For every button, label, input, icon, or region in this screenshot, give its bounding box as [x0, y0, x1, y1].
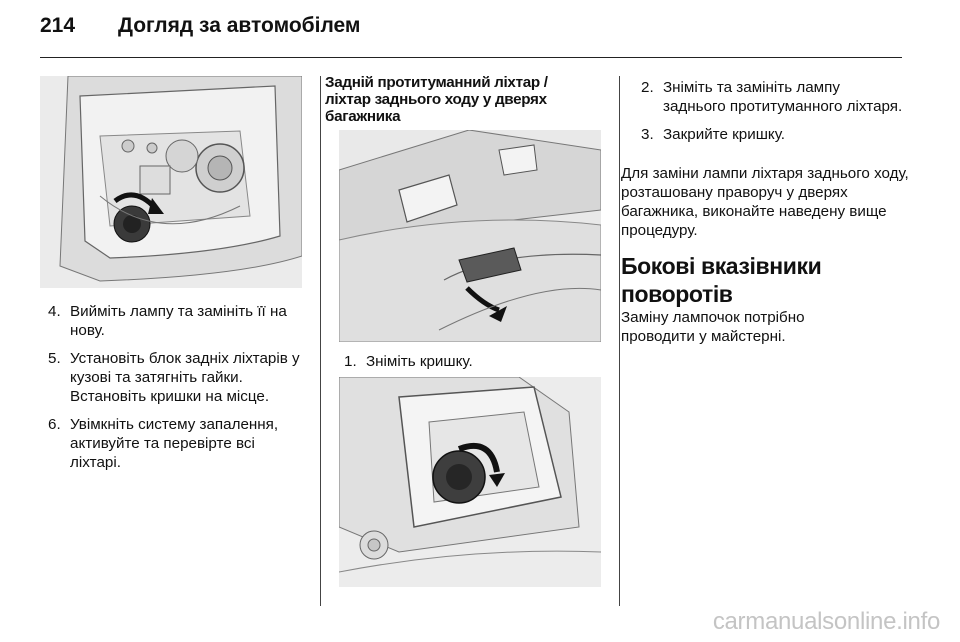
- page-number: 214: [40, 14, 76, 37]
- list-item: 4. Вийміть лампу та замініть її на нову.: [48, 303, 287, 339]
- middle-steps-list: [344, 352, 604, 380]
- tail-light-unit-illustration: [40, 76, 302, 288]
- right-steps-list: [641, 78, 906, 153]
- page-header: [40, 14, 360, 44]
- reversing-light-paragraph: Для заміни лампи ліхтаря заднього ходу, розташовану праворуч у дверях багажника, виконайте наведену вище процедуру.: [621, 165, 909, 239]
- section-heading-rear-fog: Задній протитуманний ліхтар / ліхтар заднього ходу у дверях багажника: [325, 74, 548, 125]
- list-item: 6. Увімкніть систему запалення, активуйте та перевірте всі ліхтарі.: [48, 416, 279, 471]
- list-item: 2. Зніміть та замініть лампу заднього протитуманного ліхтаря.: [641, 79, 903, 115]
- tailgate-cover-icon: [339, 130, 601, 342]
- list-item: 3. Закрийте кришку.: [641, 126, 785, 143]
- side-indicators-paragraph: Заміну лампочок потрібно проводити у майстерні.: [621, 309, 805, 345]
- section-heading-side-indicators: Бокові вказівники поворотів: [621, 253, 822, 307]
- column-divider-2: [619, 76, 620, 606]
- bulb-holder-icon: [339, 377, 601, 587]
- tailgate-cover-illustration: [339, 130, 601, 342]
- bulb-holder-illustration: [339, 377, 601, 587]
- header-rule: [40, 57, 902, 58]
- tail-light-unit-icon: [40, 76, 302, 288]
- page-title: Догляд за автомобілем: [118, 14, 361, 37]
- watermark: carmanualsonline.info: [712, 608, 940, 635]
- list-item: 1. Зніміть кришку.: [344, 353, 473, 370]
- list-item: 5. Установіть блок задніх ліхтарів у кузові та затягніть гайки. Встановіть кришки на місце.: [48, 350, 300, 405]
- column-divider-1: [320, 76, 321, 606]
- left-steps-list: [48, 302, 308, 481]
